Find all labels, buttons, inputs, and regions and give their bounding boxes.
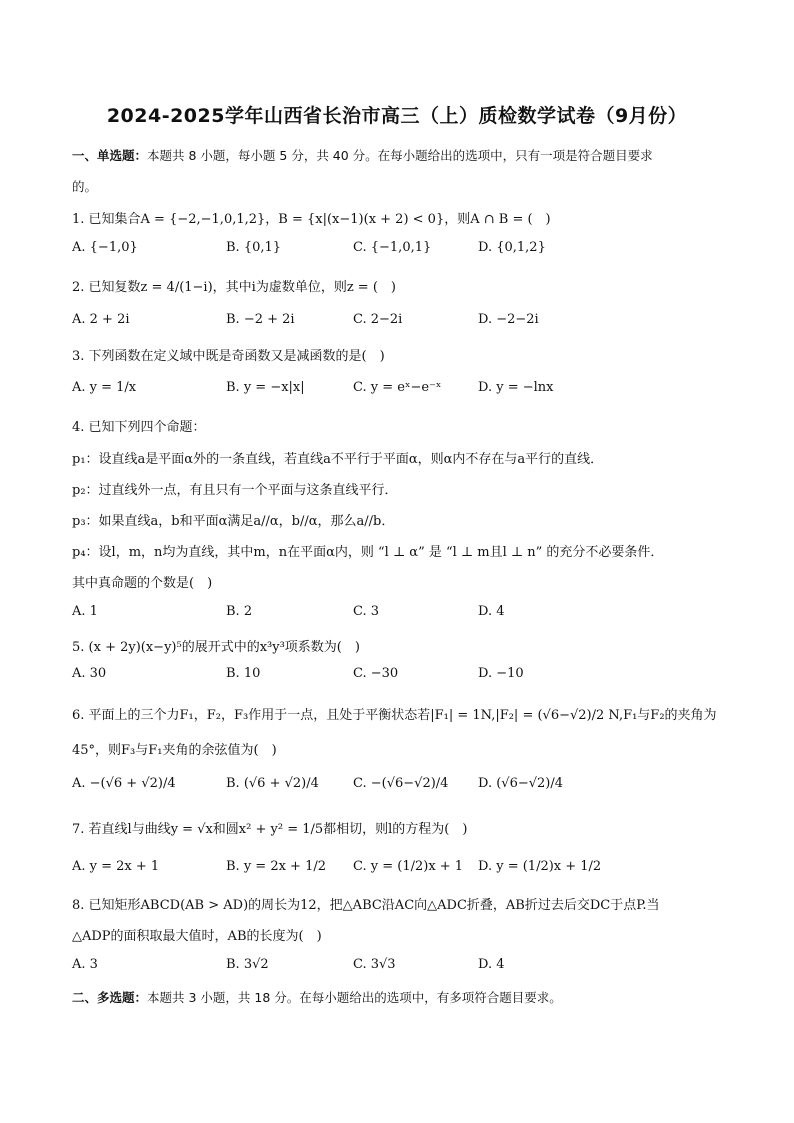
question-4-option-a: A. 1 xyxy=(72,604,98,619)
proposition-p1: p₁：设直线a是平面α外的一条直线，若直线a不平行于平面α，则α内不存在与a平行的直线． xyxy=(72,452,604,467)
section-1-desc: 本题共 8 小题，每小题 5 分，共 40 分。在每小题给出的选项中，只有一项是符合题目要求 xyxy=(147,148,653,163)
proposition-p4: p₄：设l，m，n均为直线，其中m，n在平面α内，则 “l ⊥ α” 是 “l ⊥ m且l ⊥ n” 的充分不必要条件． xyxy=(72,545,664,560)
question-7-option-b: B. y = 2x + 1/2 xyxy=(226,859,327,874)
question-4-option-d: D. 4 xyxy=(478,604,505,619)
question-6-option-c: C. −(√6−√2)/4 xyxy=(353,776,449,791)
question-8-option-c: C. 3√3 xyxy=(353,957,396,972)
section-1-intro xyxy=(72,146,653,164)
section-2-intro xyxy=(72,988,562,1006)
question-3-option-a: A. y = 1/x xyxy=(72,380,137,395)
question-2-option-c: C. 2−2i xyxy=(353,312,403,327)
question-7-options xyxy=(72,859,732,879)
section-2-heading: 二、多选题： xyxy=(72,990,148,1005)
question-5-option-c: C. −30 xyxy=(353,666,399,681)
question-1-options xyxy=(72,240,732,260)
question-5-option-a: A. 30 xyxy=(72,666,107,681)
section-1-desc-cont: 的。 xyxy=(72,179,98,194)
question-5-option-b: B. 10 xyxy=(226,666,261,681)
question-2-stem: 2. 已知复数z = 4/(1−i)，其中i为虚数单位，则z = ( ) xyxy=(72,280,396,295)
proposition-p3: p₃：如果直线a，b和平面α满足a//α，b//α，那么a//b． xyxy=(72,514,395,529)
question-7-option-c: C. y = (1/2)x + 1 xyxy=(353,859,464,874)
question-3-option-b: B. y = −x|x| xyxy=(226,380,305,395)
question-2-option-a: A. 2 + 2i xyxy=(72,312,130,327)
question-3-option-c: C. y = eˣ−e⁻ˣ xyxy=(353,380,442,395)
question-5-stem: 5. (x + 2y)(x−y)⁵的展开式中的x³y³项系数为( ) xyxy=(72,640,360,655)
question-4-option-b: B. 2 xyxy=(226,604,253,619)
question-7-stem: 7. 若直线l与曲线y = √x和圆x² + y² = 1/5都相切，则l的方程为( ) xyxy=(72,822,468,837)
question-6-options xyxy=(72,776,732,796)
question-5-option-d: D. −10 xyxy=(478,666,524,681)
question-8-stem: 8. 已知矩形ABCD(AB > AD)的周长为12，把△ABC沿AC向△ADC折叠，AB折过去后交DC于点P.当 xyxy=(72,898,660,913)
question-3-options xyxy=(72,380,732,400)
question-2-option-b: B. −2 + 2i xyxy=(226,312,295,327)
question-7-option-a: A. y = 2x + 1 xyxy=(72,859,160,874)
question-1-option-a: A. {−1,0} xyxy=(72,240,138,255)
question-6-option-a: A. −(√6 + √2)/4 xyxy=(72,776,176,791)
question-1-stem: 1. 已知集合A = {−2,−1,0,1,2}，B = {x|(x−1)(x + 2) < 0}，则A ∩ B = ( ) xyxy=(72,212,551,227)
question-4-stem: 4. 已知下列四个命题： xyxy=(72,420,206,435)
question-3-stem: 3. 下列函数在定义域中既是奇函数又是减函数的是( ) xyxy=(72,349,385,364)
section-1-heading: 一、单选题： xyxy=(72,148,148,163)
question-2-option-d: D. −2−2i xyxy=(478,312,539,327)
question-8-stem-cont: △ADP的面积取最大值时，AB的长度为( ) xyxy=(72,929,322,944)
question-4-ask: 其中真命题的个数是( ) xyxy=(72,576,213,591)
question-8-option-a: A. 3 xyxy=(72,957,98,972)
question-4-option-c: C. 3 xyxy=(353,604,380,619)
question-5-options xyxy=(72,666,732,686)
question-3-option-d: D. y = −lnx xyxy=(478,380,554,395)
question-6-stem-cont: 45°，则F₃与F₁夹角的余弦值为( ) xyxy=(72,743,277,758)
question-2-options xyxy=(72,312,732,332)
question-8-option-b: B. 3√2 xyxy=(226,957,269,972)
page-title: 2024-2025学年山西省长治市高三（上）质检数学试卷（9月份） xyxy=(106,105,688,127)
question-6-option-b: B. (√6 + √2)/4 xyxy=(226,776,319,791)
section-2-desc: 本题共 3 小题，共 18 分。在每小题给出的选项中，有多项符合题目要求。 xyxy=(147,990,562,1005)
question-7-option-d: D. y = (1/2)x + 1/2 xyxy=(478,859,602,874)
question-6-stem: 6. 平面上的三个力F₁，F₂，F₃作用于一点，且处于平衡状态若|F₁| = 1N,|F₂| = (√6−√2)/2 N,F₁与F₂的夹角为 xyxy=(72,708,717,723)
question-6-option-d: D. (√6−√2)/4 xyxy=(478,776,564,791)
question-1-option-d: D. {0,1,2} xyxy=(478,240,546,255)
question-8-options xyxy=(72,957,732,977)
question-1-option-b: B. {0,1} xyxy=(226,240,282,255)
question-8-option-d: D. 4 xyxy=(478,957,505,972)
question-1-option-c: C. {−1,0,1} xyxy=(353,240,432,255)
proposition-p2: p₂：过直线外一点，有且只有一个平面与这条直线平行． xyxy=(72,483,398,498)
question-4-options xyxy=(72,604,732,624)
